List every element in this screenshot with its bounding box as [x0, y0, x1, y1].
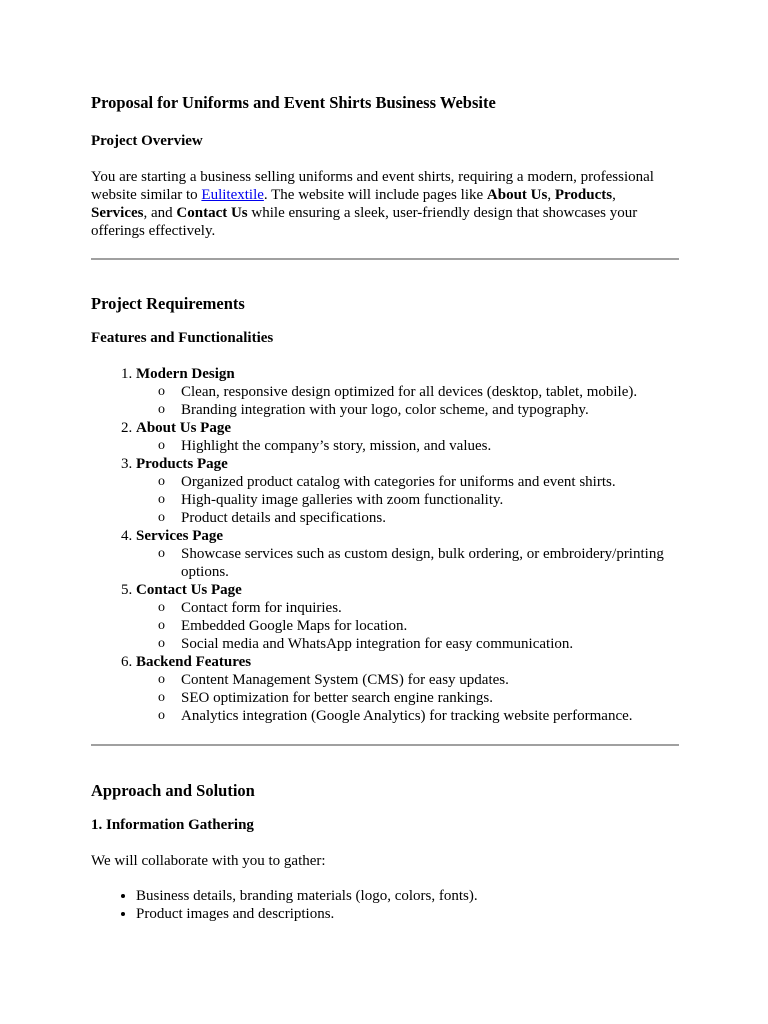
- document-content: [91, 92, 679, 923]
- requirement-sublist: [136, 671, 679, 725]
- list-item: • Product images and descriptions.: [136, 905, 679, 923]
- requirement-sublist: [136, 437, 679, 455]
- step1-heading: 1. Information Gathering: [91, 817, 254, 833]
- requirement-sublist: [136, 473, 679, 527]
- requirement-sublist: [136, 599, 679, 653]
- requirement-item: [136, 653, 679, 725]
- approach-heading: Approach and Solution: [91, 781, 255, 800]
- divider: [91, 258, 679, 260]
- overview-paragraph: You are starting a business selling uniforms and event shirts, requiring a modern, professional website similar to Eulitextile. The website will include pages like About Us, Products, Services, and Contact Us while ensuring a sleek, user-friendly design that showcases your offerings effectively.: [91, 169, 654, 239]
- requirements-heading: Project Requirements: [91, 294, 245, 313]
- list-item: o Showcase services such as custom design, bulk ordering, or embroidery/printing options.: [181, 545, 679, 581]
- requirement-item: [136, 419, 679, 455]
- requirement-title: About Us Page: [136, 420, 232, 436]
- list-item: o Branding integration with your logo, color scheme, and typography.: [181, 401, 679, 419]
- requirement-sublist: [136, 545, 679, 581]
- requirement-item: [136, 527, 679, 581]
- overview-heading: Project Overview: [91, 133, 203, 149]
- list-item: o Organized product catalog with categories for uniforms and event shirts.: [181, 473, 679, 491]
- list-item: • Business details, branding materials (logo, colors, fonts).: [136, 887, 679, 905]
- requirement-title: Backend Features: [136, 654, 252, 670]
- list-item: o Content Management System (CMS) for easy updates.: [181, 671, 679, 689]
- requirement-title: Products Page: [136, 456, 228, 472]
- list-item: o Product details and specifications.: [181, 509, 679, 527]
- list-item: o Social media and WhatsApp integration for easy communication.: [181, 635, 679, 653]
- divider: [91, 744, 679, 746]
- features-subheading: Features and Functionalities: [91, 330, 274, 346]
- requirement-item: [136, 455, 679, 527]
- requirement-item: [136, 365, 679, 419]
- gather-list: [91, 887, 679, 923]
- list-item: o Clean, responsive design optimized for all devices (desktop, tablet, mobile).: [181, 383, 679, 401]
- list-item: o High-quality image galleries with zoom functionality.: [181, 491, 679, 509]
- list-item: o SEO optimization for better search engine rankings.: [181, 689, 679, 707]
- requirement-title: Services Page: [136, 528, 224, 544]
- step1-intro: We will collaborate with you to gather:: [91, 853, 326, 869]
- requirement-title: Modern Design: [136, 366, 235, 382]
- requirement-item: [136, 581, 679, 653]
- requirement-sublist: [136, 383, 679, 419]
- eulitextile-link[interactable]: Eulitextile: [201, 187, 264, 203]
- requirements-list: [91, 365, 679, 725]
- list-item: o Embedded Google Maps for location.: [181, 617, 679, 635]
- requirement-title: Contact Us Page: [136, 582, 242, 598]
- list-item: o Highlight the company’s story, mission, and values.: [181, 437, 679, 455]
- list-item: o Analytics integration (Google Analytics) for tracking website performance.: [181, 707, 679, 725]
- document-title: Proposal for Uniforms and Event Shirts Business Website: [91, 93, 496, 112]
- list-item: o Contact form for inquiries.: [181, 599, 679, 617]
